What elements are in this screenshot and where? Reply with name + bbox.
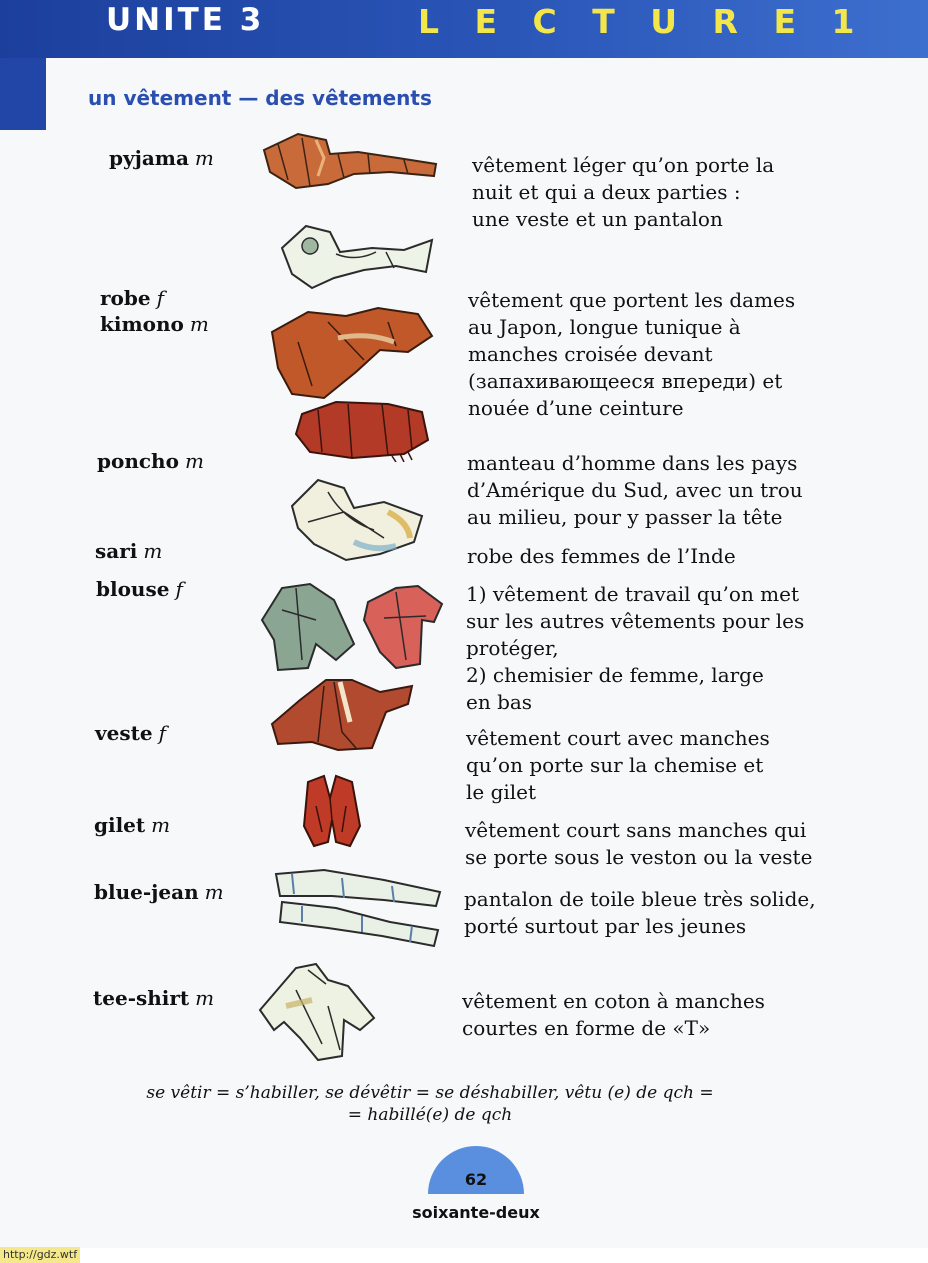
page-number-words: soixante-deux xyxy=(412,1203,540,1222)
unit-label: UNITE 3 xyxy=(106,2,265,38)
scan-bottom-strip xyxy=(0,1248,928,1263)
watermark-link[interactable]: http://gdz.wtf xyxy=(0,1247,80,1263)
term-robe: robe f xyxy=(100,286,164,310)
definition-poncho: manteau d’homme dans les pays d’Amérique du Sud, avec un trou au milieu, pour y passer la tête xyxy=(467,451,803,529)
definition-tee-shirt: vêtement en coton à manches courtes en forme de «T» xyxy=(462,989,765,1040)
tee-shirt-drawing xyxy=(256,960,380,1064)
poncho-drawing xyxy=(292,396,432,462)
blouse-drawing xyxy=(256,580,456,672)
definition-sari: robe des femmes de l’Inde xyxy=(467,544,736,568)
term-poncho: poncho m xyxy=(97,449,204,473)
lecture-label: L E C T U R E 1 xyxy=(418,2,867,41)
term-blue-jean: blue-jean m xyxy=(94,880,224,904)
term-blouse: blouse f xyxy=(96,577,183,601)
blue-jean-drawing xyxy=(272,866,444,948)
veste-drawing xyxy=(268,672,416,752)
pyjama-drawing xyxy=(258,128,442,190)
term-pyjama: pyjama m xyxy=(109,146,214,170)
definition-blue-jean: pantalon de toile bleue très solide, porté surtout par les jeunes xyxy=(464,887,816,938)
term-sari: sari m xyxy=(95,539,163,563)
footnote-line-2: = habillé(e) de qch xyxy=(347,1105,513,1125)
footnote-line-1: se vêtir = s’habiller, se dévêtir = se déshabiller, vêtu (e) de qch = xyxy=(146,1083,714,1103)
header-side-band xyxy=(0,58,46,130)
definition-gilet: vêtement court sans manches qui se porte sous le veston ou la veste xyxy=(465,818,813,869)
kimono-drawing xyxy=(268,302,436,402)
term-tee-shirt: tee-shirt m xyxy=(93,986,215,1010)
term-veste: veste f xyxy=(95,721,166,745)
definition-blouse: 1) vêtement de travail qu’on met sur les autres vêtements pour les protéger, 2) chemisier de femme, large en bas xyxy=(466,582,805,714)
sari-drawing xyxy=(284,472,432,564)
term-kimono: kimono m xyxy=(100,312,209,336)
definition-pyjama: vêtement léger qu’on porte la nuit et qui a deux parties : une veste et un pantalon xyxy=(472,153,775,231)
definition-kimono: vêtement que portent les dames au Japon, longue tunique à manches croisée devant (запахивающееся впереди) et nouée d’une ceinture xyxy=(468,288,796,420)
section-title: un vêtement — des vêtements xyxy=(88,86,432,110)
footnote xyxy=(80,1082,780,1126)
page-number: 62 xyxy=(464,1170,488,1189)
term-gilet: gilet m xyxy=(94,813,171,837)
gilet-drawing xyxy=(300,772,364,850)
definition-veste: vêtement court avec manches qu’on porte sur la chemise et le gilet xyxy=(466,726,770,804)
robe-drawing xyxy=(276,218,436,292)
